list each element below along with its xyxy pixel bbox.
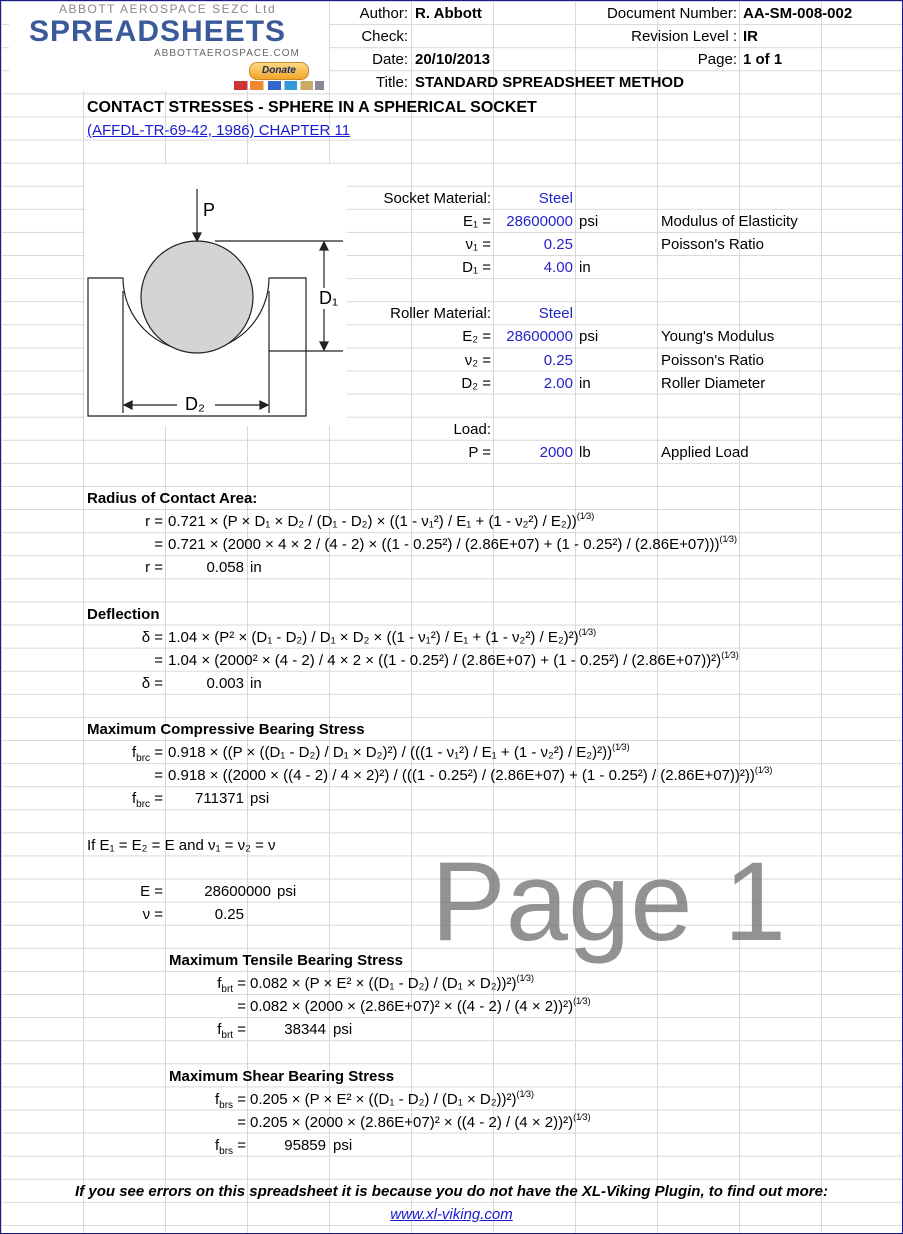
- compressive-label: [83, 787, 163, 810]
- formula-exponent: (1⁄3): [719, 534, 738, 545]
- deflection-label: δ =: [141, 674, 163, 692]
- d1-label: D₁: [319, 288, 339, 308]
- label-part: =: [233, 1090, 246, 1108]
- input-label-v1_label: ν₁ =: [465, 236, 491, 253]
- input-label-D2_label: D₂ =: [461, 374, 491, 392]
- tensile-label: =: [237, 998, 246, 1016]
- load-label: P: [203, 200, 216, 220]
- formula-text: 0.205 × (P × E² × ((D₁ - D₂) / (D₁ × D₂))²): [250, 1090, 517, 1108]
- tensile-label: [166, 972, 246, 995]
- compressive-unit: psi: [250, 790, 270, 808]
- tensile-label: [166, 1018, 246, 1041]
- label-part: brc: [136, 799, 151, 811]
- footer-note: If you see errors on this spreadsheet it is because you do not have the XL-Viking Plugin, to find out more:: [75, 1183, 828, 1201]
- input-value-D1: 4.00: [543, 259, 573, 277]
- page-heading: CONTACT STRESSES - SPHERE IN A SPHERICAL SOCKET: [87, 99, 537, 116]
- sphere-socket-diagram: [85, 164, 347, 426]
- page-label: Page:: [697, 51, 737, 68]
- shear-unit: psi: [333, 1136, 353, 1154]
- radius-label: =: [154, 536, 163, 554]
- deflection-formula-numeric: [168, 649, 739, 672]
- input-desc-P_desc: Applied Load: [661, 443, 749, 461]
- formula-text: 0.082 × (2000 × (2.86E+07)² × ((4 - 2) / (4 × 2))²): [250, 998, 574, 1016]
- simplified-condition: If E₁ = E₂ = E and ν₁ = ν₂ = ν: [87, 836, 276, 854]
- tensile-result: 38344: [284, 1021, 326, 1039]
- input-value-D2: 2.00: [543, 374, 573, 392]
- radius-title: Radius of Contact Area:: [87, 490, 258, 508]
- label-part: f: [214, 1090, 220, 1108]
- E-unit: psi: [277, 882, 297, 900]
- shear-formula: [250, 1088, 534, 1111]
- formula-exponent: (1⁄3): [576, 511, 595, 522]
- date-value: 20/10/2013: [415, 51, 491, 68]
- radius-unit: in: [250, 559, 262, 577]
- label-part: f: [217, 975, 222, 993]
- shear-formula-numeric: [250, 1111, 591, 1134]
- logo: [9, 3, 329, 91]
- label-part: brs: [219, 1099, 234, 1111]
- label-part: f: [131, 744, 137, 762]
- formula-exponent: (1⁄3): [578, 626, 597, 637]
- tensile-title: Maximum Tensile Bearing Stress: [169, 952, 403, 970]
- sphere-shape: [141, 241, 253, 353]
- v-value: 0.25: [214, 905, 244, 923]
- deflection-label: δ =: [141, 628, 163, 646]
- input-value-P: 2000: [539, 443, 573, 461]
- input-unit-D1_unit: in: [579, 259, 591, 277]
- label-part: f: [214, 1136, 220, 1154]
- formula-exponent: (1⁄3): [516, 973, 535, 984]
- tensile-formula: [250, 972, 534, 995]
- compressive-label: [83, 741, 163, 764]
- shear-label: [166, 1134, 246, 1157]
- label-part: brt: [221, 1030, 234, 1042]
- label-part: brs: [219, 1145, 234, 1157]
- input-value-v1: 0.25: [543, 236, 573, 253]
- input-label-v2_label: ν₂ =: [464, 351, 491, 369]
- input-desc-E1_desc: Modulus of Elasticity: [661, 212, 798, 230]
- radius-label: r =: [145, 559, 163, 577]
- title-value: STANDARD SPREADSHEET METHOD: [415, 74, 684, 91]
- logo-company: ABBOTT AEROSPACE SEZC Ltd: [59, 2, 277, 16]
- input-desc-v2_desc: Poisson's Ratio: [661, 351, 764, 369]
- deflection-formula: [168, 626, 596, 649]
- reference-link[interactable]: (AFFDL-TR-69-42, 1986) CHAPTER 11: [87, 122, 351, 139]
- radius-result: 0.058: [206, 559, 244, 577]
- formula-text: 0.721 × (P × D₁ × D₂ / (D₁ - D₂) × ((1 - ν₁²) / E₁ + (1 - ν₂²) / E₂)): [168, 513, 577, 531]
- input-value-E2: 28600000: [506, 328, 573, 346]
- compressive-title: Maximum Compressive Bearing Stress: [87, 721, 365, 739]
- formula-exponent: (1⁄3): [754, 765, 773, 776]
- input-label-E1_label: E₁ =: [463, 212, 491, 230]
- deflection-unit: in: [250, 674, 262, 692]
- title-label: Title:: [376, 74, 408, 91]
- formula-text: 0.721 × (2000 × 4 × 2 / (4 - 2) × ((1 - 0.25²) / (2.86E+07) + (1 - 0.25²) / (2.86E+07))): [168, 536, 720, 554]
- deflection-result: 0.003: [206, 674, 244, 692]
- input-unit-E2_unit: psi: [579, 328, 599, 346]
- logo-url: ABBOTTAEROSPACE.COM: [154, 48, 300, 59]
- input-value-v2: 0.25: [543, 351, 573, 369]
- xl-viking-link[interactable]: [1, 1203, 902, 1226]
- docnum-value: AA-SM-008-002: [743, 5, 853, 22]
- v-label: ν =: [142, 905, 163, 923]
- compressive-label: =: [154, 767, 163, 785]
- date-label: Date:: [372, 51, 408, 68]
- docnum-label: Document Number:: [606, 5, 737, 22]
- label-part: brc: [136, 753, 151, 765]
- formula-exponent: (1⁄3): [573, 1111, 591, 1122]
- label-part: =: [150, 744, 163, 762]
- formula-text: 0.918 × ((2000 × ((4 - 2) / 4 × 2)²) / (((1 - 0.25²) / (2.86E+07) + (1 - 0.25²) / (2.86E+07))²)): [168, 767, 755, 785]
- input-value-roller: Steel: [538, 305, 573, 323]
- radius-formula-numeric: [168, 533, 737, 556]
- page-watermark: Page 1: [431, 839, 786, 964]
- donate-button[interactable]: Donate: [249, 62, 309, 80]
- diagram: [85, 164, 347, 426]
- formula-exponent: (1⁄3): [573, 996, 591, 1007]
- input-unit-D2_unit: in: [579, 374, 591, 392]
- formula-text: 1.04 × (2000² × (4 - 2) / 4 × 2 × ((1 - 0.25²) / (2.86E+07) + (1 - 0.25²) / (2.86E+07))²): [168, 651, 722, 669]
- page-value: 1 of 1: [743, 51, 783, 68]
- author-value: R. Abbott: [415, 5, 482, 22]
- input-desc-E2_desc: Young's Modulus: [661, 328, 775, 346]
- revision-value: IR: [743, 28, 758, 45]
- E-value: 28600000: [204, 882, 271, 900]
- tensile-formula-numeric: [250, 995, 591, 1018]
- input-label-roller_label: Roller Material:: [390, 305, 491, 323]
- payment-cards-icon: [234, 81, 324, 90]
- radius-label: r =: [145, 513, 163, 531]
- formula-exponent: (1⁄3): [612, 742, 630, 753]
- formula-exponent: (1⁄3): [721, 649, 739, 660]
- shear-label: [166, 1088, 246, 1111]
- input-desc-D2_desc: Roller Diameter: [661, 374, 766, 392]
- label-part: =: [150, 790, 163, 808]
- input-desc-v1_desc: Poisson's Ratio: [661, 236, 764, 253]
- label-part: =: [233, 1136, 246, 1154]
- label-part: =: [233, 1021, 246, 1039]
- check-label: Check:: [361, 28, 408, 45]
- formula-text: 0.082 × (P × E² × ((D₁ - D₂) / (D₁ × D₂))²): [250, 975, 517, 993]
- formula-exponent: (1⁄3): [516, 1088, 535, 1099]
- deflection-title: Deflection: [87, 605, 160, 623]
- compressive-formula: [168, 741, 630, 764]
- shear-result: 95859: [284, 1136, 326, 1154]
- label-part: brt: [221, 984, 234, 996]
- input-label-P_label: P =: [468, 443, 491, 461]
- tensile-unit: psi: [333, 1021, 353, 1039]
- formula-text: 1.04 × (P² × (D₁ - D₂) / D₁ × D₂ × ((1 - ν₁²) / E₁ + (1 - ν₂²) / E₂)²): [168, 628, 579, 646]
- xl-viking-link-text[interactable]: www.xl-viking.com: [390, 1206, 513, 1224]
- input-value-socket: Steel: [538, 189, 573, 207]
- shear-title: Maximum Shear Bearing Stress: [169, 1067, 395, 1085]
- author-label: Author:: [359, 5, 408, 22]
- input-label-D1_label: D₁ =: [462, 259, 491, 277]
- deflection-label: =: [154, 651, 163, 669]
- input-value-E1: 28600000: [506, 212, 573, 230]
- input-unit-P_unit: lb: [579, 443, 591, 461]
- radius-formula: [168, 510, 594, 533]
- compressive-formula-numeric: [168, 764, 772, 787]
- input-label-E2_label: E₂ =: [462, 328, 491, 346]
- label-part: =: [233, 975, 246, 993]
- compressive-result: 711371: [195, 790, 244, 808]
- d2-label: D₂: [185, 394, 205, 414]
- formula-text: 0.918 × ((P × ((D₁ - D₂) / D₁ × D₂)²) / (((1 - ν₁²) / E₁ + (1 - ν₂²) / E₂)²)): [168, 744, 613, 762]
- revision-label: Revision Level :: [631, 28, 737, 45]
- E-label: E =: [140, 882, 163, 900]
- label-part: f: [217, 1021, 222, 1039]
- formula-text: 0.205 × (2000 × (2.86E+07)² × ((4 - 2) / (4 × 2))²): [250, 1113, 574, 1131]
- label-part: f: [131, 790, 137, 808]
- logo-title: SPREADSHEETS: [29, 15, 287, 48]
- shear-label: =: [237, 1113, 246, 1131]
- input-unit-E1_unit: psi: [579, 212, 599, 230]
- input-label-load_label: Load:: [453, 420, 491, 438]
- input-label-socket_label: Socket Material:: [383, 189, 491, 207]
